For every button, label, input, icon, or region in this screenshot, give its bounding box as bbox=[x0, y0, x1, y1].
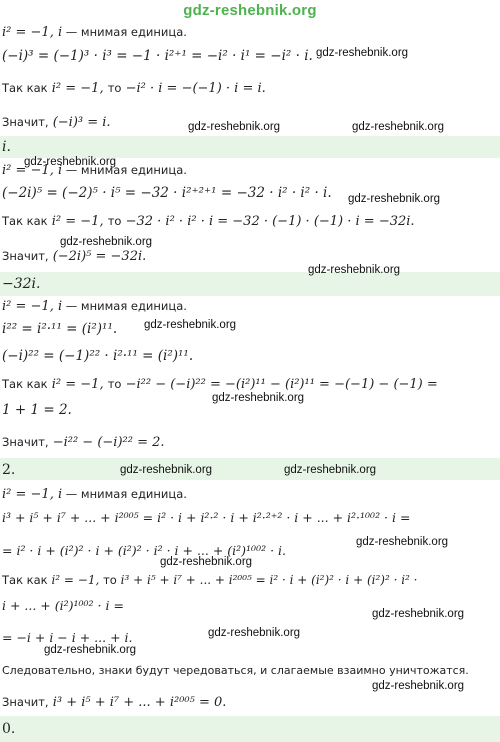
s1-line-3 bbox=[2, 82, 266, 95]
watermark: gdz-reshebnik.org bbox=[308, 264, 401, 276]
s3-l1-math: i² = −1, i bbox=[2, 299, 63, 314]
s2-l3-t2: то bbox=[107, 214, 122, 228]
s4-line-3: = i² · i + (i²)² · i + (i²)² · i² · i + ... + (i²)¹⁰⁰² · i. bbox=[2, 543, 286, 558]
s3-l4-t2: то bbox=[107, 377, 122, 391]
s3-line-4 bbox=[2, 378, 438, 391]
s4-line-1 bbox=[2, 488, 187, 501]
s1-line-1 bbox=[2, 26, 187, 39]
s4-l4-m1: i² = −1, bbox=[47, 573, 104, 587]
s1-line-2: (−i)³ = (−1)³ · i³ = −1 · i²⁺¹ = −i² · i¹ = −i² · i. bbox=[2, 48, 313, 64]
s1-line-4 bbox=[2, 116, 111, 129]
s1-l3-m1: i² = −1, bbox=[47, 81, 108, 96]
s4-l4-t1: Так как bbox=[2, 573, 48, 587]
watermark: gdz-reshebnik.org bbox=[24, 156, 117, 168]
s2-l1-math: i² = −1, i bbox=[2, 163, 63, 178]
s4-line-8 bbox=[2, 696, 226, 709]
watermark: gdz-reshebnik.org bbox=[356, 536, 449, 548]
watermark: gdz-reshebnik.org bbox=[144, 319, 237, 331]
watermark: gdz-reshebnik.org bbox=[284, 464, 377, 476]
s2-l3-t1: Так как bbox=[2, 214, 48, 228]
watermark: gdz-reshebnik.org bbox=[348, 193, 441, 205]
watermark: gdz-reshebnik.org bbox=[372, 680, 465, 692]
s3-line-1 bbox=[2, 300, 187, 313]
watermark: gdz-reshebnik.org bbox=[120, 464, 213, 476]
s3-l4-m2: −i²² − (−i)²² = −(i²)¹¹ − (i²)¹¹ = −(−1) − (−1) = bbox=[121, 377, 438, 392]
s1-l3-m2: −i² · i = −(−1) · i = i. bbox=[121, 81, 266, 96]
watermark-header: gdz-reshebnik.org bbox=[183, 2, 317, 19]
s4-l8-t: Значит, bbox=[2, 695, 49, 709]
answer-band-2 bbox=[0, 272, 500, 296]
s3-l4-m1: i² = −1, bbox=[47, 377, 108, 392]
s4-line-4 bbox=[2, 574, 418, 587]
s4-line-5: i + ... + (i²)¹⁰⁰² · i = bbox=[2, 598, 124, 613]
watermark: gdz-reshebnik.org bbox=[372, 608, 465, 620]
s4-l1-math: i² = −1, i bbox=[2, 487, 63, 502]
s3-l1-text: — мнимая единица. bbox=[62, 299, 187, 313]
s3-line-3: (−i)²² = (−1)²² · i²·¹¹ = (i²)¹¹. bbox=[2, 348, 194, 364]
answer-1: i. bbox=[2, 139, 11, 155]
s4-l8-m: i³ + i⁵ + i⁷ + ... + i²⁰⁰⁵ = 0. bbox=[48, 695, 227, 710]
answer-band-4 bbox=[0, 716, 500, 742]
s1-l4-t: Значит, bbox=[2, 115, 49, 129]
s2-line-2: (−2i)⁵ = (−2)⁵ · i⁵ = −32 · i²⁺²⁺¹ = −32 · i² · i² · i. bbox=[2, 185, 332, 201]
watermark: gdz-reshebnik.org bbox=[212, 392, 305, 404]
s2-l4-m: (−2i)⁵ = −32i. bbox=[48, 249, 147, 264]
s1-l1-math: i² = −1, i bbox=[2, 25, 63, 40]
answer-band-1 bbox=[0, 136, 500, 158]
answer-3: 2. bbox=[2, 462, 16, 478]
s4-line-6: = −i + i − i + ... + i. bbox=[2, 630, 133, 645]
s1-l3-t1: Так как bbox=[2, 81, 48, 95]
s2-l1-text: — мнимая единица. bbox=[62, 163, 187, 177]
answer-band-3 bbox=[0, 458, 500, 480]
answer-4: 0. bbox=[2, 721, 16, 737]
watermark: gdz-reshebnik.org bbox=[188, 121, 281, 133]
s4-line-7: Следовательно, знаки будут чередоваться, и слагаемые взаимно уничтожатся. bbox=[2, 664, 469, 677]
s2-line-4 bbox=[2, 250, 146, 263]
s4-l1-text: — мнимая единица. bbox=[62, 487, 187, 501]
s3-l6-t: Значит, bbox=[2, 435, 49, 449]
watermark: gdz-reshebnik.org bbox=[208, 627, 301, 639]
answer-2: −32i. bbox=[2, 276, 41, 292]
watermark: gdz-reshebnik.org bbox=[316, 47, 409, 59]
watermark: gdz-reshebnik.org bbox=[160, 556, 253, 568]
watermark: gdz-reshebnik.org bbox=[44, 644, 137, 656]
s4-l4-t2: то bbox=[103, 573, 117, 587]
s3-line-5: 1 + 1 = 2. bbox=[2, 402, 72, 418]
s1-l1-text: — мнимая единица. bbox=[62, 25, 187, 39]
s1-l3-t2: то bbox=[107, 81, 122, 95]
s3-l6-m: −i²² − (−i)²² = 2. bbox=[48, 435, 165, 450]
watermark: gdz-reshebnik.org bbox=[60, 236, 153, 248]
s2-l3-m2: −32 · i² · i² · i = −32 · (−1) · (−1) · i = −32i. bbox=[121, 214, 415, 229]
s2-l4-t: Значит, bbox=[2, 249, 49, 263]
s2-line-3 bbox=[2, 215, 415, 228]
s1-l4-m: (−i)³ = i. bbox=[48, 115, 111, 130]
watermark: gdz-reshebnik.org bbox=[352, 121, 445, 133]
s3-l4-t1: Так как bbox=[2, 377, 48, 391]
s4-line-2: i³ + i⁵ + i⁷ + ... + i²⁰⁰⁵ = i² · i + i²·² · i + i²·²⁺² · i + ... + i²·¹⁰⁰² · i = bbox=[2, 510, 411, 525]
s3-line-2: i²² = i²·¹¹ = (i²)¹¹. bbox=[2, 321, 118, 337]
s2-l3-m1: i² = −1, bbox=[47, 214, 108, 229]
s3-line-6 bbox=[2, 436, 165, 449]
s4-l4-m2: i³ + i⁵ + i⁷ + ... + i²⁰⁰⁵ = i² · i + (i²)² · i + (i²)² · i² · bbox=[116, 573, 418, 587]
